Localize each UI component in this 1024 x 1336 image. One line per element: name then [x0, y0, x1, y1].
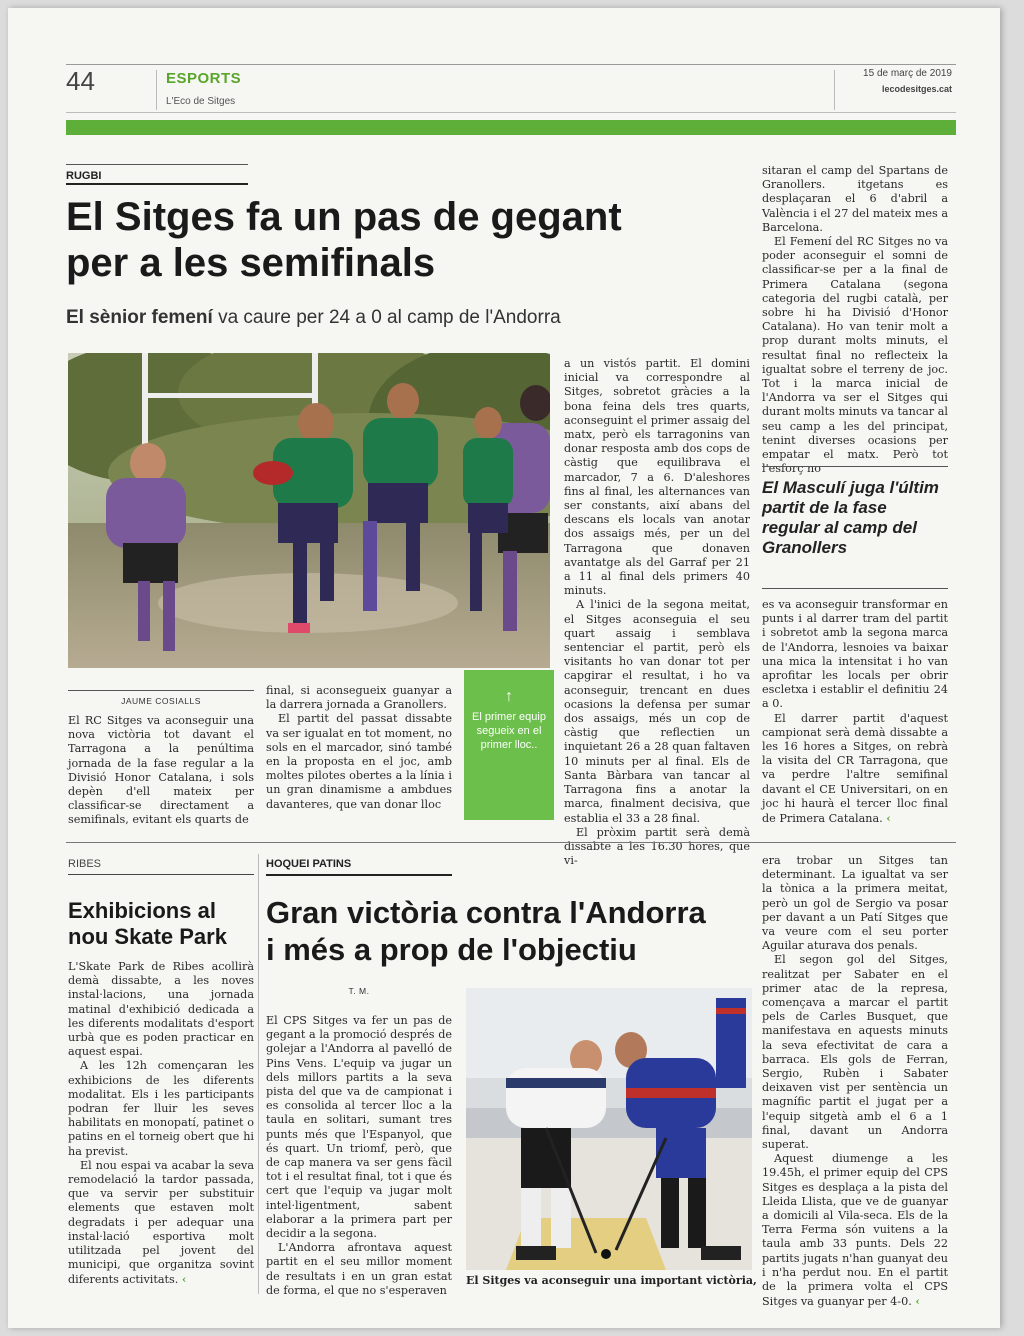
rugby-photo — [68, 353, 550, 668]
paragraph: a un vistós partit. El domini inicial va correspondre al Sitges, sobretot gràcies a la bona feina dels tres quarts, aconseguint el primer assaig del matx, però els tarragonins van donar resposta amb dos cops de càstig que equilibrava el marcador, 7 a 6. D'aleshores fins al final, les alternances van ser constants, així abans del descans els locals van anotar dos assaigs més, per un del Tarragona que donaven avantatge als del Garraf per 21 a 11 al final dels primers 40 minuts. — [564, 357, 750, 598]
headline-line: i més a prop de l'objectiu — [266, 932, 637, 967]
side-headline: El Masculí juga l'últim partit de la fase regular al camp del Granollers — [762, 478, 939, 557]
hockey-column-1 — [266, 1014, 452, 1298]
side-head-rule — [762, 588, 948, 589]
kicker-rule — [266, 874, 452, 876]
headline-ribes — [68, 898, 254, 950]
kicker-hockey: HOQUEI PATINS — [266, 858, 352, 870]
section-separator — [66, 842, 956, 843]
subheadline-rugby — [66, 307, 666, 329]
paragraph: A les 12h començaran les exhibicions de les diferents modalitat. Els i les participants podran fer lluir les seves habilitats en monopatí, patinet o patins en el torneig obert que hi ha previst. — [68, 1059, 254, 1158]
headline-rugby — [66, 194, 746, 286]
paragraph: final, si aconsegueix guanyar a la darrera jornada a Granollers. — [266, 684, 452, 712]
column-divider — [258, 854, 259, 1294]
paragraph: L'Skate Park de Ribes acollirà demà dissabte, a les noves instal·lacions, una jornada matinal d'exhibició dedicada a les diferents modalitats d'esport urbà que es poden practicar en aquest espai. — [68, 960, 254, 1059]
paragraph: sitaran el camp del Spartans de Granollers. itgetans es desplaçaran el 6 d'abril a València i el 27 del mateix mes a Barcelona. — [762, 164, 948, 234]
paragraph: El RC Sitges va aconseguir una nova victòria tot davant el Tarragona a la penúltima jornada de la fase regular a la Divisió Honor Catalana, i sols depèn d'ell mateix per classificar-se directament a semifinals, evitant els quarts de — [68, 714, 254, 827]
header-divider — [156, 70, 157, 110]
headline-line: Gran victòria contra l'Andorra — [266, 895, 706, 930]
newspaper-page — [8, 8, 1000, 1328]
section-color-bar — [66, 120, 956, 135]
byline: T. M. — [348, 986, 370, 996]
subhead-bold: El sènior femení — [66, 307, 213, 328]
rugby-column-4-bottom — [762, 598, 948, 826]
paragraph: A l'inici de la segona meitat, el Sitges aconseguia el seu quart assaig i semblava sentenciar el partit, però els visitants ho van donar tot per capgirar el resultat, i ho va aconseguir, trencant en dues ocasions la defensa per sumar dos assaigs, més un cop de càstig que reflectien un inquietant 26 a 28 quan faltaven 10 minuts per al final. Els de Santa Bàrbara van tancar al Tarragona fins a anotar la marca, finalment decisiva, que establia el 33 a 28 final. — [564, 598, 750, 825]
page-number: 44 — [66, 66, 95, 96]
pull-quote-box — [464, 670, 554, 820]
hockey-column-3 — [762, 854, 948, 1310]
end-mark-icon: ‹ — [886, 811, 891, 826]
kicker-rule — [66, 183, 248, 185]
paragraph — [762, 1152, 948, 1309]
paragraph-text: El darrer partit d'aquest campionat serà demà dissabte a les 16 hores a Sitges, on rebrà la visita del CR Tarragona, que va perdre l'altre semifinal davant el CE Universitari, on en joc hi haurà el tercer lloc final de Primera Catalana. — [762, 711, 948, 826]
arrow-up-icon: ↑ — [505, 688, 513, 705]
rugby-match-image — [68, 353, 550, 668]
paragraph: El Femení del RC Sitges no va poder aconseguir el somni de classificar-se per a la final de Primera Catalana (segona categoria del rugbi català, per sobre hi ha Divisió d'Honor Catalana). Ho van tenir molt a prop durant molts minuts, el resultat final no reflecteix la igualtat sobre el terreny de joc. Tot i la marca inicial de l'Andorra va ser el Sitges qui durant molts minuts va tancar al seu camp a les del principat, tenint diverses ocasions per empatar el matx. Però tot l'esforç no — [762, 235, 948, 476]
photo-caption: El Sitges va aconseguir una important victòria, — [466, 1274, 757, 1287]
headline-line: El Sitges fa un pas de gegant — [66, 195, 622, 239]
end-mark-icon: ‹ — [181, 1272, 187, 1287]
rugby-column-1 — [68, 714, 254, 828]
paragraph: L'Andorra afrontava aquest partit en el seu millor moment de resultats i en un gran estat de forma, el que no s'esperaven — [266, 1241, 452, 1297]
header-top-rule — [66, 64, 956, 65]
ribes-body — [68, 960, 254, 1288]
paragraph — [762, 712, 948, 827]
subhead-text: va caure per 24 a 0 al camp de l'Andorra — [218, 307, 561, 328]
rugby-column-2 — [266, 684, 452, 812]
paragraph: El partit del passat dissabte va ser igualat en tot moment, no sols en el marcador, sinó també en la proposta en el joc, amb moltes pilotes obertes a la línia i un gran dinamisme a ambdues davanteres, que van donar lloc — [266, 712, 452, 811]
headline-line: nou Skate Park — [68, 924, 227, 949]
paragraph: es va aconseguir transformar en punts i al darrer tram del partit i sobretot amb la segona marca de l'Andorra, lesnoies va baixar una mica la intensitat i ho van aprofitar les locals per obrir escletxa i establir el definitiu 24 a 0. — [762, 598, 948, 711]
headline-hockey — [266, 894, 766, 968]
rugby-column-3 — [564, 357, 750, 868]
header-divider — [834, 70, 835, 110]
rugby-column-4 — [762, 164, 948, 476]
side-head-rule — [762, 466, 948, 467]
kicker-rule — [68, 874, 254, 875]
kicker-rugby: RUGBI — [66, 170, 102, 182]
paragraph — [68, 1159, 254, 1288]
header-bottom-rule — [66, 112, 956, 113]
photo-credit: JAUME COSIALLS — [121, 696, 201, 706]
headline-line: per a les semifinals — [66, 241, 436, 285]
kicker-rule — [66, 164, 248, 165]
paragraph: era trobar un Sitges tan determinant. La igualtat va ser la tònica a la primera meitat, però un gol de Sergio va posar per davant a un Patí Sitges que va veure com el seu porter Aguilar aturava dos penals. — [762, 854, 948, 953]
paragraph: El CPS Sitges va fer un pas de gegant a la promoció després de golejar a l'Andorra al pavelló de Pins Vens. L'equip va jugar un dels millors partits a la seva pista del que va de campionat i es consolida al tercer lloc a la taula en solitari, sumant tres punts més que l'Espanyol, que és quart. Un triomf, però, que de cap manera va ser gens fàcil tot i el resultat final, tot i que és cert que l'equip va jugar molt intel·ligentment, sabent elaborar a la primera part per decidir a la segona. — [266, 1014, 452, 1241]
paragraph: El segon gol del Sitges, realitzat per Sabater en el primer atac de la represa, començava a marcar el partit pels de Carles Busquet, que manifestava en aquests minuts la seva efectivitat de cara a barraca. Els gols de Ferran, Sergio, Rubèn i Sabater deixaven vist per sentència un magnífic partit el jugat per a l'equip sitgetà amb el 6 a 1 final, davant un Andorra superat. — [762, 953, 948, 1152]
issue-date: 15 de març de 2019 — [863, 68, 952, 79]
paragraph-text: El nou espai va acabar la seva remodelació la tardor passada, que va servir per substituir elements que estaven molt degradats i per adequar una instal·lació esportiva molt utilitzada pel jovent del municipi, que organitza sovint diferents activitats. — [68, 1158, 254, 1287]
publication-name: L'Eco de Sitges — [166, 96, 236, 107]
roller-hockey-image — [466, 988, 752, 1270]
kicker-ribes: RIBES — [68, 858, 102, 870]
headline-line: Exhibicions al — [68, 898, 216, 923]
paragraph: El pròxim partit serà demà dissabte a les 16.30 hores, que vi- — [564, 825, 750, 868]
paragraph-text: Aquest diumenge a les 19.45h, el primer equip del CPS Sitges es desplaça a la pista del Lleida Llista, que ve de guanyar a domicili al Vila-seca. Els de la Terra Ferma són vuitens a la taula amb 33 punts. Dels 22 partits jugats n'han guanyat deu i n'ha perdut nou. En el partit de la primera volta el CPS Sitges va guanyar per 4-0. — [762, 1152, 948, 1309]
end-mark-icon: ‹ — [915, 1294, 920, 1309]
hockey-photo — [466, 988, 752, 1270]
pull-quote-text: El primer equip segueix en el primer lloc.. — [472, 711, 546, 751]
website-link[interactable]: lecodesitges.cat — [881, 84, 952, 94]
section-label: ESPORTS — [166, 70, 242, 87]
credit-rule — [68, 690, 254, 691]
